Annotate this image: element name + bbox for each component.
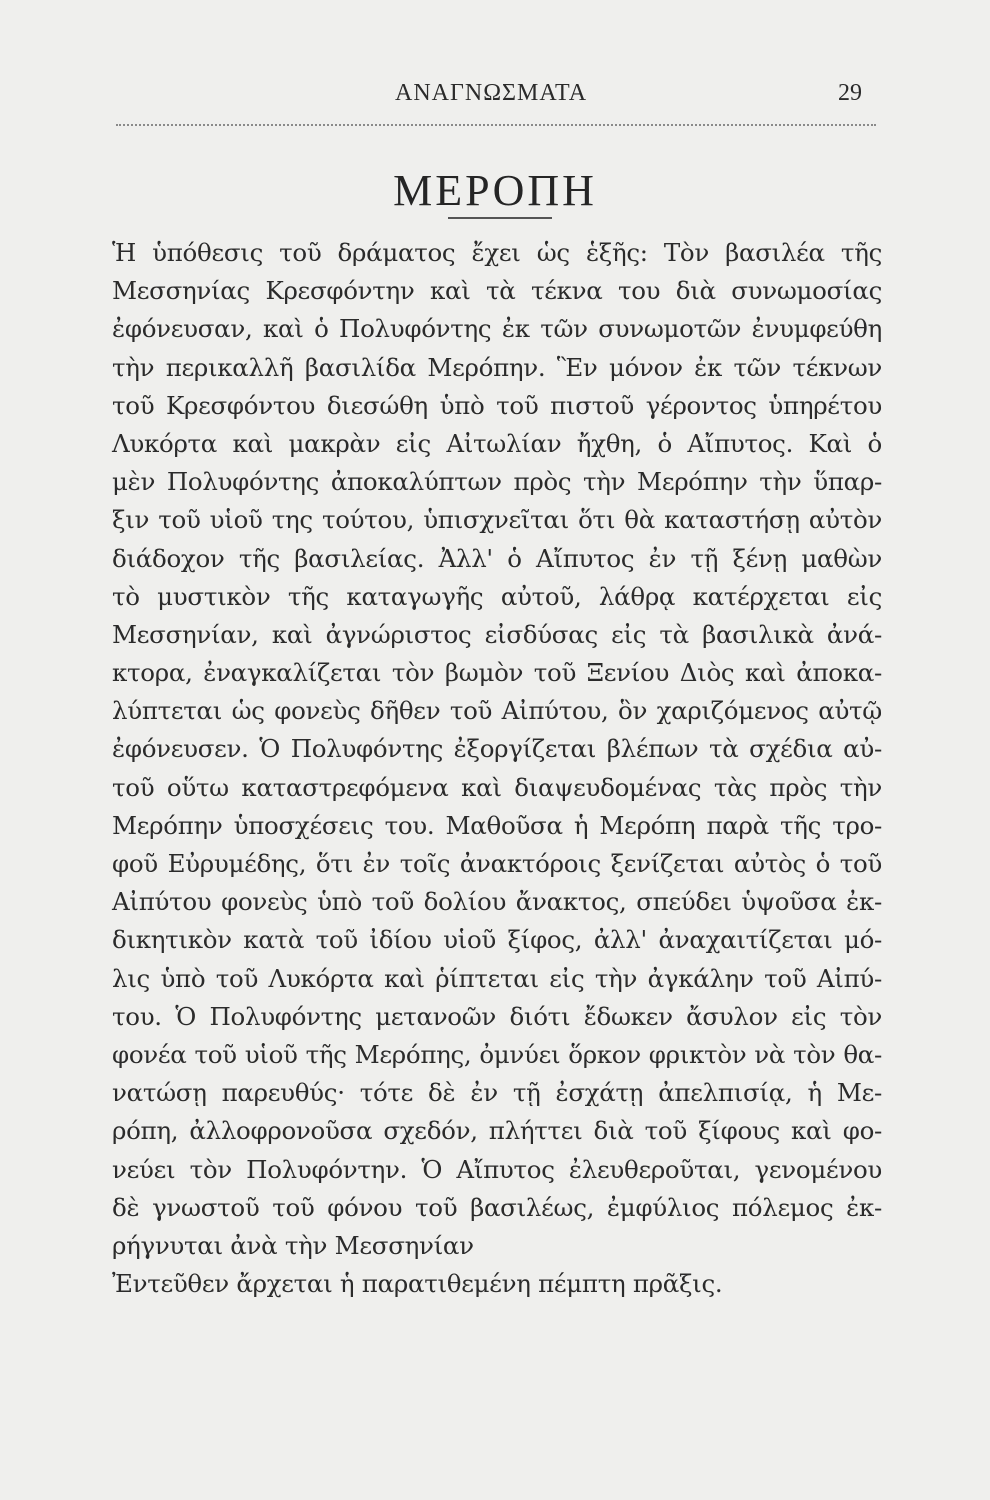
text-line: Ἡ ὑπόθεσις τοῦ δράματος ἔχει ὡς ἑξῆς: Τὸν βασιλέα τῆς xyxy=(112,238,882,267)
text-line: λις ὑπὸ τοῦ Λυκόρτα καὶ ῥίπτεται εἰς τὴν ἀγκάλην τοῦ Αἰπύ- xyxy=(112,963,882,993)
text-line: κτορα, ἐναγκαλίζεται τὸν βωμὸν τοῦ Ξενίου Διὸς καὶ ἀποκα- xyxy=(112,658,882,688)
text-line: του. Ὁ Πολυφόντης μετανοῶν διότι ἔδωκεν ἄσυλον εἰς τὸν xyxy=(112,1001,882,1031)
body-text xyxy=(112,234,882,1303)
text-line: φοῦ Εὐρυμέδης, ὅτι ἐν τοῖς ἀνακτόροις ξενίζεται αὐτὸς ὁ τοῦ xyxy=(112,849,882,878)
text-line: ρήγνυται ἀνὰ τὴν Μεσσηνίαν xyxy=(112,1230,474,1260)
title-underline xyxy=(448,217,552,219)
text-line: φονέα τοῦ υἱοῦ τῆς Μερόπης, ὀμνύει ὅρκον φρικτὸν νὰ τὸν θα- xyxy=(112,1039,882,1069)
chapter-title: ΜΕΡΟΠΗ xyxy=(393,166,597,215)
text-line: Μερόπην ὑποσχέσεις του. Μαθοῦσα ἡ Μερόπη παρὰ τῆς τρο- xyxy=(112,810,882,840)
running-title: ΑΝΑΓΝΩΣΜΑΤΑ xyxy=(395,80,588,106)
header-divider xyxy=(116,124,876,126)
page-number: 29 xyxy=(838,80,862,106)
text-line: μὲν Πολυφόντης ἀποκαλύπτων πρὸς τὴν Μερόπην τὴν ὕπαρ- xyxy=(112,467,882,497)
text-line: τὴν περικαλλῆ βασιλίδα Μερόπην. Ἓν μόνον ἐκ τῶν τέκνων xyxy=(112,352,882,382)
text-line: Μεσσηνίαν, καὶ ἀγνώριστος εἰσδύσας εἰς τὰ βασιλικὰ ἀνά- xyxy=(112,619,882,649)
text-line: νατώσῃ παρευθύς· τότε δὲ ἐν τῇ ἐσχάτῃ ἀπελπισίᾳ, ἡ Με- xyxy=(112,1078,882,1108)
text-line: διάδοχον τῆς βασιλείας. Ἀλλ' ὁ Αἴπυτος ἐν τῇ ξένῃ μαθὼν xyxy=(112,543,882,573)
text-line: τοῦ οὕτω καταστρεφόμενα καὶ διαψευδομένας τὰς πρὸς τὴν xyxy=(112,772,882,802)
running-head xyxy=(0,80,990,116)
text-line: Μεσσηνίας Κρεσφόντην καὶ τὰ τέκνα του διὰ συνωμοσίας xyxy=(112,276,882,306)
text-line: νεύει τὸν Πολυφόντην. Ὁ Αἴπυτος ἐλευθεροῦται, γενομένου xyxy=(112,1154,882,1184)
text-line: λύπτεται ὡς φονεὺς δῆθεν τοῦ Αἰπύτου, ὃν χαριζόμενος αὐτῷ xyxy=(112,696,882,726)
text-line: δὲ γνωστοῦ τοῦ φόνου τοῦ βασιλέως, ἐμφύλιος πόλεμος ἐκ- xyxy=(112,1192,882,1222)
text-line: Λυκόρτα καὶ μακρὰν εἰς Αἰτωλίαν ἤχθη, ὁ Αἴπυτος. Καὶ ὁ xyxy=(112,428,882,458)
closing-line: Ἐντεῦθεν ἄρχεται ἡ παρατιθεμένη πέμπτη πρᾶξις. xyxy=(112,1269,723,1299)
text-line: ξιν τοῦ υἱοῦ της τούτου, ὑπισχνεῖται ὅτι θὰ καταστήσῃ αὐτὸν xyxy=(112,505,882,535)
text-line: ἐφόνευσεν. Ὁ Πολυφόντης ἐξοργίζεται βλέπων τὰ σχέδια αὐ- xyxy=(112,734,882,764)
text-line: ἐφόνευσαν, καὶ ὁ Πολυφόντης ἐκ τῶν συνωμοτῶν ἐνυμφεύθη xyxy=(112,314,882,344)
text-line: τοῦ Κρεσφόντου διεσώθη ὑπὸ τοῦ πιστοῦ γέροντος ὑπηρέτου xyxy=(112,390,882,420)
text-line: ρόπη, ἀλλοφρονοῦσα σχεδόν, πλήττει διὰ τοῦ ξίφους καὶ φο- xyxy=(112,1116,882,1146)
text-line: δικητικὸν κατὰ τοῦ ἰδίου υἱοῦ ξίφος, ἀλλ' ἀναχαιτίζεται μό- xyxy=(112,925,882,955)
text-line: Αἰπύτου φονεὺς ὑπὸ τοῦ δολίου ἄνακτος, σπεύδει ὑψοῦσα ἐκ- xyxy=(112,887,882,917)
text-line: τὸ μυστικὸν τῆς καταγωγῆς αὐτοῦ, λάθρᾳ κατέρχεται εἰς xyxy=(112,581,882,611)
